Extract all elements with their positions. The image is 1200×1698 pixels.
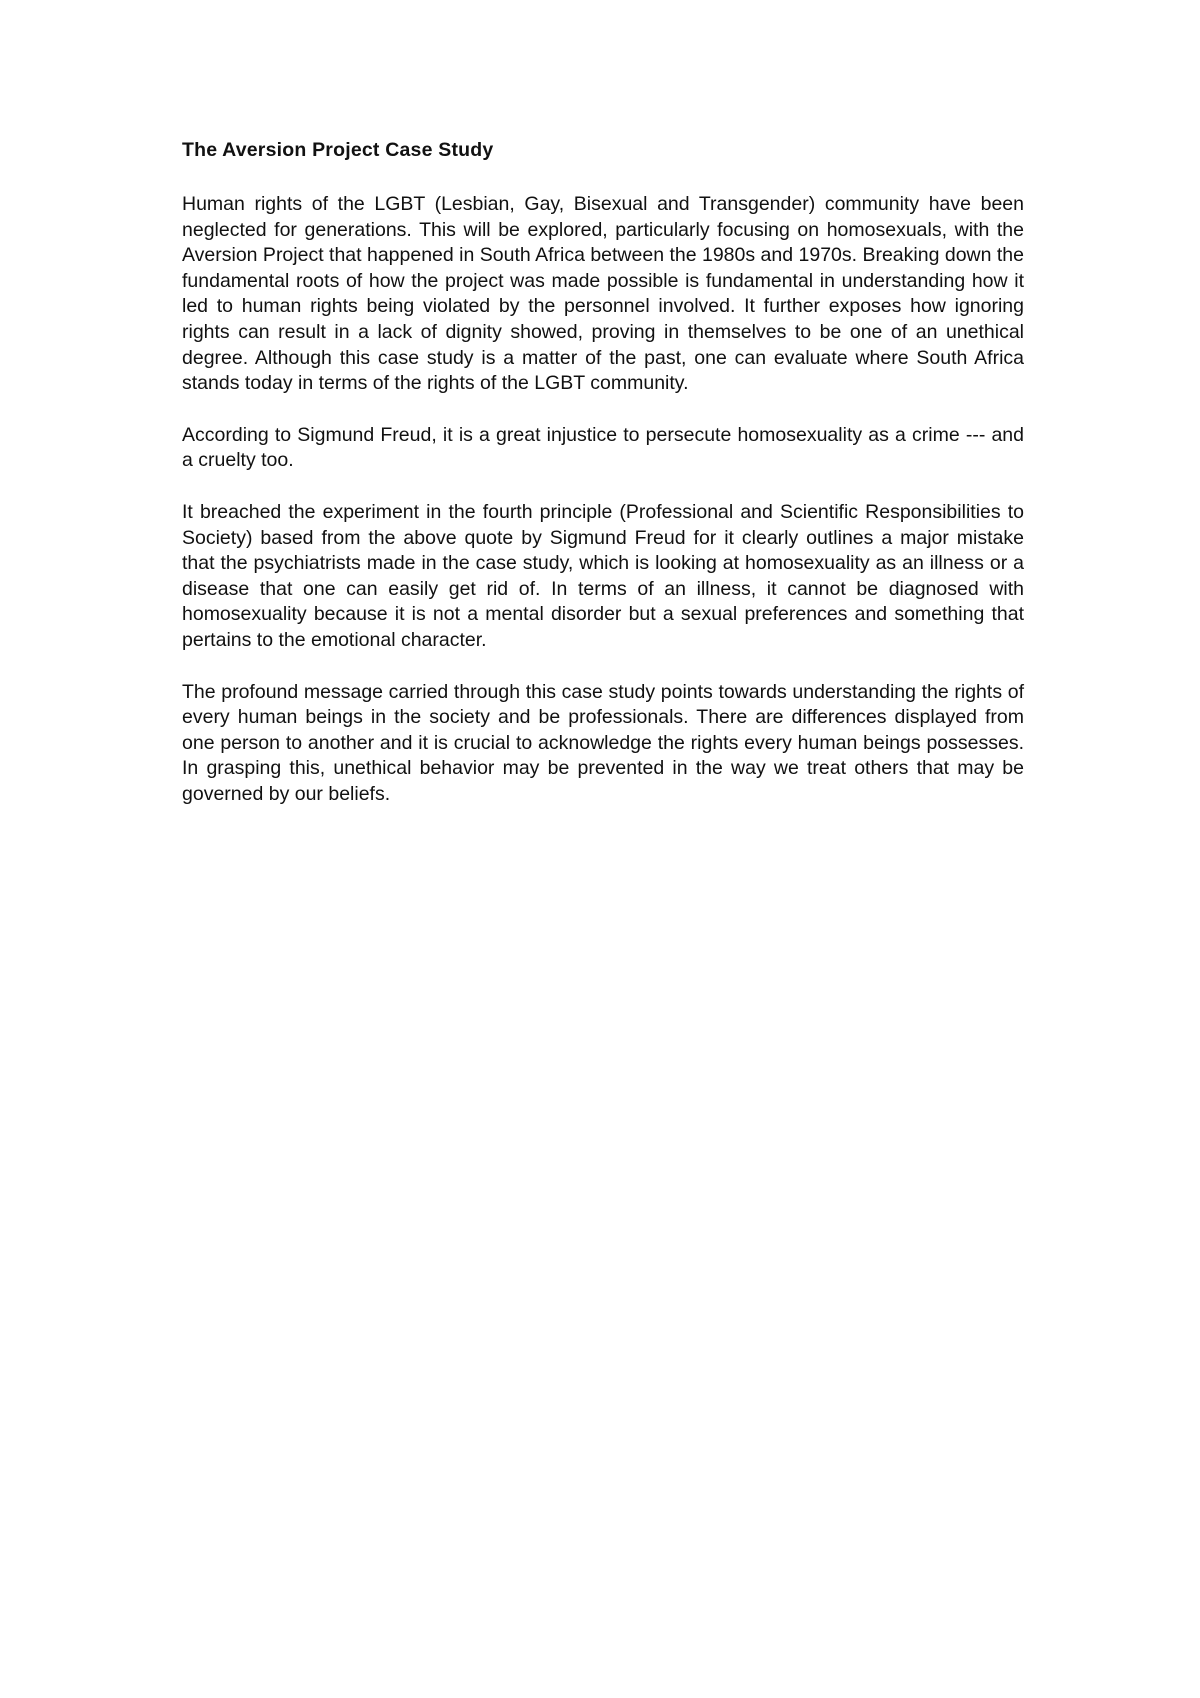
paragraph-conclusion: The profound message carried through this case study points towards understanding the rights of every human beings in the society and be professionals. There are differences displayed from one person to another and it is crucial to acknowledge the rights every human beings possesses. In grasping this, unethical behavior may be prevented in the way we treat others that may be governed by our beliefs.	[182, 680, 1024, 805]
paragraph-principle-analysis: It breached the experiment in the fourth principle (Professional and Scientific Responsibilities to Society) based from the above quote by Sigmund Freud for it clearly outlines a major mistake that the psychiatrists made in the case study, which is looking at homosexuality as an illness or a disease that one can easily get rid of. In terms of an illness, it cannot be diagnosed with homosexuality because it is not a mental disorder but a sexual preferences and something that pertains to the emotional character.	[182, 500, 1024, 651]
paragraph-introduction: Human rights of the LGBT (Lesbian, Gay, Bisexual and Transgender) community have been neglected for generations. This will be explored, particularly focusing on homosexuals, with the Aversion Project that happened in South Africa between the 1980s and 1970s. Breaking down the fundamental roots of how the project was made possible is fundamental in understanding how it led to human rights being violated by the personnel involved. It further exposes how ignoring rights can result in a lack of dignity showed, proving in themselves to be one of an unethical degree. Although this case study is a matter of the past, one can evaluate where South Africa stands today in terms of the rights of the LGBT community.	[182, 193, 1024, 395]
document-title: The Aversion Project Case Study	[182, 139, 494, 161]
document-body	[182, 134, 1024, 807]
paragraph-freud-quote: According to Sigmund Freud, it is a great injustice to persecute homosexuality as a crime --- and a cruelty too.	[182, 423, 1024, 472]
